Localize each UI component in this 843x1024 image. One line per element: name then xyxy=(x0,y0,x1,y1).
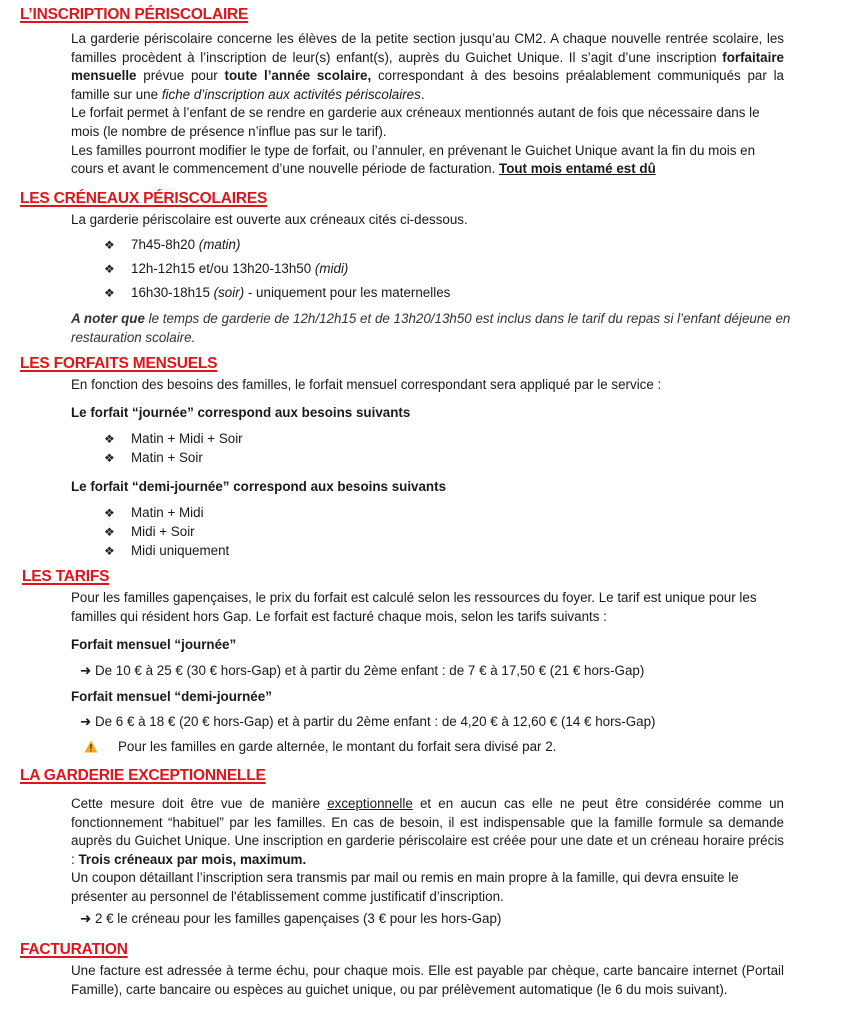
diamond-bullet-icon: ❖ xyxy=(104,286,115,300)
emphasis-text: Tout mois entamé est dû xyxy=(499,161,656,177)
arrow-right-icon: ➜ xyxy=(80,911,92,926)
forfaits-intro: En fonction des besoins des familles, le forfait mensuel correspondant sera appliqué par le service : xyxy=(71,377,662,392)
text: De 6 € à 18 € (20 € hors-Gap) et à partir du 2ème enfant : de 4,20 € à 12,60 € (14 € hors-Gap) xyxy=(94,714,656,729)
italic-text: (soir) xyxy=(213,285,245,300)
forfait-demi-heading: Le forfait “demi-journée” correspond aux besoins suivants xyxy=(71,479,447,494)
bold-text: Trois créneaux par mois, maximum. xyxy=(78,851,307,867)
text: 2 € le créneau pour les familles gapençaises (3 € pour les hors-Gap) xyxy=(94,911,502,926)
forfait-journee-heading: Le forfait “journée” correspond aux besoins suivants xyxy=(71,405,411,420)
text: - uniquement pour les maternelles xyxy=(244,285,451,300)
list-item xyxy=(104,284,450,308)
text: La garderie périscolaire concerne les élèves de la petite section jusqu’au CM2. A chaque nouvelle rentrée scolaire, les familles procèdent à l’inscription de leur(s) enfant(s), auprès du Guichet Unique. Il s’agit d’une inscription xyxy=(71,31,784,65)
text: De 10 € à 25 € (30 € hors-Gap) et à partir du 2ème enfant : de 7 € à 17,50 € (21 € hors-Gap) xyxy=(94,663,645,678)
underlined-text: exceptionnelle xyxy=(327,796,413,811)
text: 12h-12h15 et/ou 13h20-13h50 xyxy=(131,261,315,276)
tarif-demi-heading: Forfait mensuel “demi-journée” xyxy=(71,689,272,704)
forfait-journee-list xyxy=(104,430,243,468)
creneaux-list xyxy=(104,236,450,308)
arrow-right-icon: ➜ xyxy=(80,714,92,729)
creneaux-intro: La garderie périscolaire est ouverte aux créneaux cités ci-dessous. xyxy=(71,212,468,227)
section-title-inscription: L’INSCRIPTION PÉRISCOLAIRE xyxy=(20,6,249,23)
text: Midi uniquement xyxy=(131,543,230,558)
section-title-facturation: FACTURATION xyxy=(20,941,128,958)
diamond-bullet-icon: ❖ xyxy=(104,451,115,465)
list-item xyxy=(104,542,229,561)
list-item xyxy=(104,449,243,468)
arrow-right-icon: ➜ xyxy=(80,663,92,678)
diamond-bullet-icon: ❖ xyxy=(104,432,115,446)
text: Midi + Soir xyxy=(131,524,195,539)
list-item xyxy=(104,504,229,523)
list-item xyxy=(104,236,450,260)
text: Matin + Midi + Soir xyxy=(131,431,243,446)
italic-text: (midi) xyxy=(314,261,349,276)
text: Cette mesure doit être vue de manière xyxy=(71,796,328,811)
warning-icon xyxy=(84,740,98,753)
text: . xyxy=(420,86,425,102)
tarifs-intro: Pour les familles gapençaises, le prix du forfait est calculé selon les ressources du foyer. Le tarif est unique pour les familles qui résident hors Gap. Le forfait est facturé chaque mois, selon les tarifs suivants : xyxy=(71,590,757,624)
diamond-bullet-icon: ❖ xyxy=(104,525,115,539)
diamond-bullet-icon: ❖ xyxy=(104,238,115,252)
list-item xyxy=(104,523,229,542)
diamond-bullet-icon: ❖ xyxy=(104,262,115,276)
tarif-journee-price xyxy=(80,662,644,681)
bold-text: toute l’année scolaire, xyxy=(224,68,372,84)
section-title-creneaux: LES CRÉNEAUX PÉRISCOLAIRES xyxy=(20,190,268,207)
inscription-body xyxy=(71,30,784,179)
text: Les familles pourront modifier le type de forfait, ou l’annuler, en prévenant le Guichet Unique avant la fin du mois en cours et avant le commencement d’une nouvelle période de facturation. xyxy=(71,142,756,177)
exceptionnelle-body xyxy=(71,795,784,907)
diamond-bullet-icon: ❖ xyxy=(104,544,115,558)
text: 7h45-8h20 xyxy=(131,237,199,252)
inscription-paragraph-3 xyxy=(71,142,784,179)
list-item xyxy=(104,260,450,284)
text: et en aucun cas elle ne peut être considérée comme un fonctionnement “habituel” par les familles. En cas de besoin, il est indispensable que la famille formule sa demande auprès du Guichet Unique. Une inscription en garderie périscolaire est créée pour une date et un créneau horaire précis : xyxy=(71,796,784,867)
tarif-journee-heading: Forfait mensuel “journée” xyxy=(71,637,237,652)
section-title-tarifs: LES TARIFS xyxy=(22,568,110,585)
text: Matin + Midi xyxy=(131,505,204,520)
exceptionnelle-price xyxy=(80,910,501,929)
exceptionnelle-paragraph-2: Un coupon détaillant l’inscription sera transmis par mail ou remis en main propre à la famille, qui devra ensuite le présenter au personnel de l'établissement comme justificatif d’inscription. xyxy=(71,870,739,904)
tarif-demi-price xyxy=(80,713,656,732)
creneaux-note xyxy=(71,310,791,347)
text: correspondant à des besoins préalablement communiqués par la famille sur une xyxy=(71,68,785,102)
italic-text: (matin) xyxy=(198,237,241,252)
list-item xyxy=(104,430,243,449)
facturation-paragraph: Une facture est adressée à terme échu, pour chaque mois. Elle est payable par chèque, carte bancaire internet (Portail Famille), carte bancaire ou espèces au guichet unique, ou par prélèvement automatique (le 6 du mois suivant). xyxy=(71,963,784,997)
inscription-paragraph-1 xyxy=(71,30,784,104)
italic-text: fiche d’inscription aux activités périscolaires xyxy=(161,86,421,102)
inscription-paragraph-2: Le forfait permet à l’enfant de se rendre en garderie aux créneaux mentionnés autant de fois que nécessaire dans le mois (le nombre de présence n’influe pas sur le tarif). xyxy=(71,105,760,139)
text: prévue pour xyxy=(136,68,225,84)
forfait-demi-list xyxy=(104,504,229,561)
tarif-warning-text: Pour les familles en garde alternée, le montant du forfait sera divisé par 2. xyxy=(118,739,557,754)
exceptionnelle-paragraph-1 xyxy=(71,795,784,869)
text: le temps de garderie de 12h/12h15 et de 13h20/13h50 est inclus dans le tarif du repas si l’enfant déjeune en restauration scolaire. xyxy=(71,311,791,345)
section-title-exceptionnelle: LA GARDERIE EXCEPTIONNELLE xyxy=(20,767,266,784)
diamond-bullet-icon: ❖ xyxy=(104,506,115,520)
text: Matin + Soir xyxy=(131,450,203,465)
text: 16h30-18h15 xyxy=(131,285,214,300)
bold-text: A noter que xyxy=(71,311,145,326)
section-title-forfaits: LES FORFAITS MENSUELS xyxy=(20,355,218,372)
bold-text: forfaitaire mensuelle xyxy=(71,49,784,84)
